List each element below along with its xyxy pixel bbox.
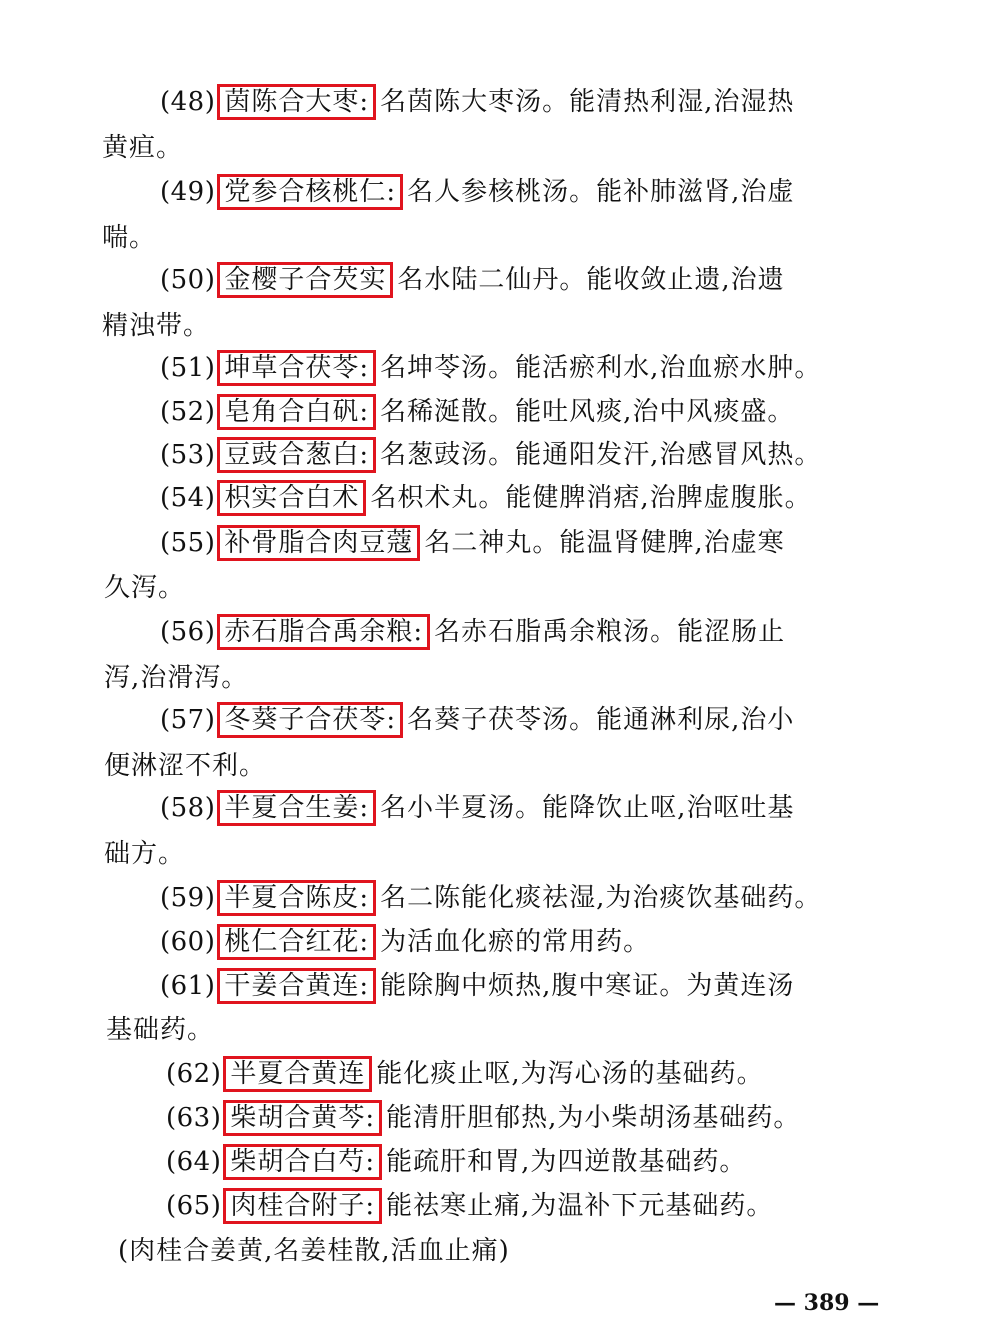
entry-description: 名稀涎散。能吐风痰,治中风痰盛。 (380, 397, 795, 427)
highlighted-herb-pair: 枳实合白术 (217, 480, 366, 516)
entry-57-continuation: 便淋涩不利。 (104, 751, 267, 781)
entry-description: 名二陈能化痰祛湿,为治痰饮基础药。 (380, 883, 822, 913)
entry-48-continuation: 黄疸。 (102, 133, 184, 163)
entry-63 (166, 1100, 800, 1136)
highlighted-herb-pair: 半夏合黄连 (223, 1056, 372, 1092)
entry-number: (49) (160, 177, 216, 207)
entry-number: (48) (160, 87, 216, 117)
highlighted-herb-pair: 坤草合茯苓: (217, 350, 376, 386)
entry-description: 名葱豉汤。能通阳发汗,治感冒风热。 (380, 440, 822, 470)
highlighted-herb-pair: 桃仁合红花: (217, 924, 376, 960)
highlighted-herb-pair: 冬葵子合茯苓: (217, 702, 403, 738)
entry-number: (60) (160, 927, 216, 957)
entry-56 (160, 614, 785, 650)
entry-number: (58) (160, 793, 216, 823)
entry-description: 能清肝胆郁热,为小柴胡汤基础药。 (386, 1103, 801, 1133)
entry-60 (160, 924, 650, 960)
entry-number: (57) (160, 705, 216, 735)
entry-65 (166, 1188, 773, 1224)
entry-55 (160, 525, 785, 561)
highlighted-herb-pair: 柴胡合黄芩: (223, 1100, 382, 1136)
highlighted-herb-pair: 赤石脂合禹余粮: (217, 614, 430, 650)
entry-number: (62) (166, 1059, 222, 1089)
entry-54 (160, 480, 812, 516)
entry-description: 能化痰止呕,为泻心汤的基础药。 (376, 1059, 764, 1089)
entry-description: 名枳术丸。能健脾消痞,治脾虚腹胀。 (370, 483, 812, 513)
entry-61-continuation: 基础药。 (106, 1015, 215, 1045)
entry-number: (53) (160, 440, 216, 470)
entry-58 (160, 790, 794, 826)
entry-53 (160, 437, 821, 473)
entry-description: 能除胸中烦热,腹中寒证。为黄连汤 (380, 971, 795, 1001)
entry-number: (64) (166, 1147, 222, 1177)
highlighted-herb-pair: 茵陈合大枣: (217, 84, 376, 120)
entry-description: 能祛寒止痛,为温补下元基础药。 (386, 1191, 774, 1221)
highlighted-herb-pair: 半夏合生姜: (217, 790, 376, 826)
highlighted-herb-pair: 补骨脂合肉豆蔻 (217, 525, 420, 561)
entry-49 (160, 174, 794, 210)
entry-56-continuation: 泻,治滑泻。 (104, 663, 249, 693)
highlighted-herb-pair: 柴胡合白芍: (223, 1144, 382, 1180)
entry-number: (65) (166, 1191, 222, 1221)
entry-52 (160, 394, 794, 430)
entry-58-continuation: 础方。 (104, 839, 186, 869)
entry-51 (160, 350, 821, 386)
entry-number: (61) (160, 971, 216, 1001)
entry-number: (63) (166, 1103, 222, 1133)
highlighted-herb-pair: 皂角合白矾: (217, 394, 376, 430)
entry-description: 为活血化瘀的常用药。 (380, 927, 651, 957)
entry-57 (160, 702, 794, 738)
entry-49-continuation: 喘。 (102, 223, 157, 253)
highlighted-herb-pair: 干姜合黄连: (217, 968, 376, 1004)
page-number: — 389 — (774, 1290, 880, 1316)
highlighted-herb-pair: 党参合核桃仁: (217, 174, 403, 210)
entry-48 (160, 84, 794, 120)
entry-description: 名水陆二仙丹。能收敛止遗,治遗 (397, 265, 785, 295)
highlighted-herb-pair: 豆豉合葱白: (217, 437, 376, 473)
entry-61 (160, 968, 794, 1004)
entry-number: (56) (160, 617, 216, 647)
entry-description: 名人参核桃汤。能补肺滋肾,治虚 (407, 177, 795, 207)
entry-number: (59) (160, 883, 216, 913)
entry-description: 名坤苓汤。能活瘀利水,治血瘀水肿。 (380, 353, 822, 383)
highlighted-herb-pair: 金樱子合芡实 (217, 262, 393, 298)
entry-59 (160, 880, 821, 916)
entry-description: 名茵陈大枣汤。能清热利湿,治湿热 (380, 87, 795, 117)
entry-55-continuation: 久泻。 (104, 573, 186, 603)
entry-number: (54) (160, 483, 216, 513)
entry-number: (52) (160, 397, 216, 427)
entry-description: 名赤石脂禹余粮汤。能涩肠止 (434, 617, 786, 647)
entry-number: (50) (160, 265, 216, 295)
entry-description: 名二神丸。能温肾健脾,治虚寒 (424, 528, 785, 558)
entry-description: 名葵子茯苓汤。能通淋利尿,治小 (407, 705, 795, 735)
highlighted-herb-pair: 肉桂合附子: (223, 1188, 382, 1224)
entry-64 (166, 1144, 746, 1180)
footnote: (肉桂合姜黄,名姜桂散,活血止痛) (118, 1236, 510, 1266)
entry-number: (55) (160, 528, 216, 558)
entry-number: (51) (160, 353, 216, 383)
entry-description: 能疏肝和胃,为四逆散基础药。 (386, 1147, 747, 1177)
highlighted-herb-pair: 半夏合陈皮: (217, 880, 376, 916)
entry-50 (160, 262, 785, 298)
entry-62 (166, 1056, 764, 1092)
entry-50-continuation: 精浊带。 (102, 311, 211, 341)
entry-description: 名小半夏汤。能降饮止呕,治呕吐基 (380, 793, 795, 823)
